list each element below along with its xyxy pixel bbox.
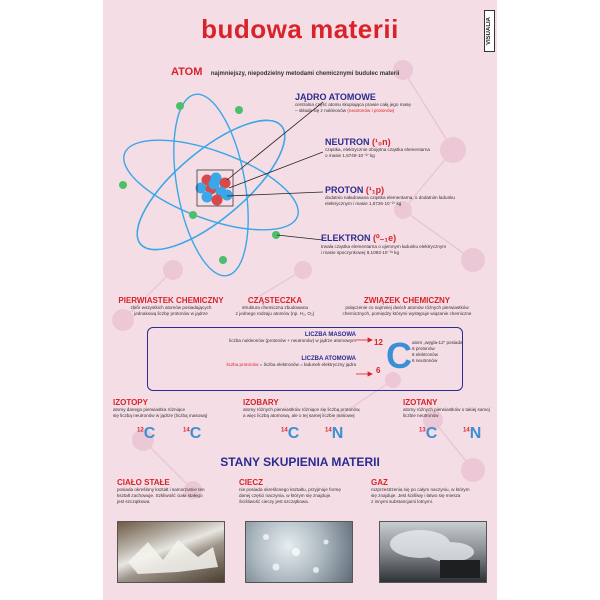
compound-block	[319, 296, 495, 317]
atomic-number-heading: LICZBA ATOMOWA	[301, 356, 356, 362]
solid-block	[117, 478, 235, 505]
gas-block	[371, 478, 495, 505]
isotopes-text-1: atomy danego pierwiastka różniące	[113, 407, 186, 412]
mass-number-value: 12	[374, 338, 383, 347]
electron-text-1: trwała cząstka elementarna o ujemnym ładunku elektrycznym	[321, 244, 447, 249]
isotones-text-1: atomy różnych pierwiastków o takiej samej	[403, 407, 490, 412]
neutron-text-1: cząstka, elektrycznie obojętna cząstka elementarna	[325, 147, 430, 152]
isobar-symbol-2: $^{14}$N	[325, 425, 344, 442]
proton-symbol: (¹₁p)	[365, 185, 385, 195]
liquid-photo	[245, 521, 353, 583]
compound-text-1: połączenie co najmniej dwóch atomów różnych pierwiastków	[345, 305, 469, 310]
mass-number-text: liczba nukleonów (protonów + neutronów) w jądrze atomowym	[229, 338, 356, 343]
proton-heading: PROTON	[325, 185, 364, 195]
molecule-text-1: struktura chemiczna zbudowana	[242, 305, 308, 310]
liquid-heading: CIECZ	[239, 478, 263, 487]
nucleus-block	[295, 92, 490, 114]
poster	[103, 0, 497, 600]
publisher-logo: VISUALIA	[484, 10, 495, 52]
molecule-heading: CZĄSTECZKA	[247, 296, 303, 305]
liquid-text-3: Ściśliwość cieczy jest szczątkowa.	[239, 499, 309, 504]
page-title: budowa materii	[201, 14, 399, 44]
electron-heading: ELEKTRON	[321, 233, 371, 243]
isobar-symbol-1: $^{14}$C	[281, 425, 300, 442]
neutron-heading: NEUTRON	[325, 137, 370, 147]
atom-diagram	[111, 80, 323, 295]
isotones-block	[403, 398, 495, 419]
carbon-description: atom „węgla-12” posiada 6 protonów 6 elektronów 6 neutronów	[412, 340, 463, 363]
isobars-block	[243, 398, 393, 419]
compound-text-2: chemicznych, pomiędzy którymi występuje wiązanie chemiczne	[342, 311, 472, 316]
gas-heading: GAZ	[371, 478, 388, 487]
solid-text-3: jest szczątkowa.	[117, 499, 151, 504]
neutron-symbol: (¹₀n)	[372, 137, 391, 147]
isotones-text-2: liczbie neutronów	[403, 413, 439, 418]
solid-text-2: kształt zachowuje. Szkliwość ciała stałego	[117, 493, 203, 498]
electron-block	[321, 233, 493, 256]
nucleus-text-1: centralna część atomu skupiająca prawie całą jego masę	[295, 102, 411, 107]
proton-text-2: elektrycznym i masie 1,6726·10⁻²⁷ kg	[325, 201, 402, 206]
proton-block	[325, 185, 495, 207]
isotope-symbol-1: $^{12}$C	[137, 425, 156, 442]
gas-text-3: z innymi substancjami lotnymi.	[371, 499, 434, 504]
electron-text-2: i masie spoczynkowej 9,1093·10⁻³¹ kg	[321, 250, 400, 255]
liquid-block	[239, 478, 363, 505]
atomic-number-value: 6	[376, 366, 381, 375]
carbon-symbol: C	[386, 335, 412, 376]
liquid-text-2: danej części naczynia, w którym się znajduje.	[239, 493, 332, 498]
proton-text-1: dodatnio naładowana cząstka elementarna, o dodatnim ładunku	[325, 195, 455, 200]
isotopes-text-2: się liczbą neutronów w jądrze (liczbą masową)	[113, 413, 208, 418]
states-heading: STANY SKUPIENIA MATERII	[220, 455, 380, 469]
atomic-numbers-box	[147, 327, 463, 391]
atom-definition	[171, 62, 491, 80]
isobars-text-1: atomy różnych pierwiastków różniące się liczbą protonów,	[243, 407, 361, 412]
isotopes-heading: IZOTOPY	[113, 398, 148, 407]
isobars-heading: IZOBARY	[243, 398, 279, 407]
liquid-text-1: nie posiada określonego kształtu, przyjmuje formę	[239, 487, 341, 492]
solid-text-1: posiada określony kształt i samorzutnie ten	[117, 487, 205, 492]
compound-heading: ZWIĄZEK CHEMICZNY	[363, 296, 451, 305]
gas-photo	[379, 521, 487, 583]
nucleus-icon	[196, 173, 233, 206]
electron-symbol: (⁰₋₁e)	[373, 233, 397, 243]
atom-text: najmniejszy, niepodzielny metodami chemicznymi budulec materii	[210, 71, 400, 77]
gas-text-1: rozprzestrzenia się po całym naczyniu, w którym	[371, 487, 470, 492]
neutron-block	[325, 137, 495, 159]
element-text-1: zbiór wszystkich atomów posiadających	[130, 305, 212, 310]
gas-text-2: się znajduje. Jest ściśliwy i łatwo się miesza	[371, 493, 461, 498]
molecule-block	[227, 296, 323, 317]
bracket-arrows	[356, 328, 376, 390]
atomic-number-text: liczba protonów = liczba elektronów = ładunek elektryczny jądra	[226, 362, 356, 367]
mass-number-heading: LICZBA MASOWA	[304, 332, 356, 338]
solid-heading: CIAŁO STAŁE	[117, 478, 170, 487]
isotone-symbol-1: $^{13}$C	[419, 425, 438, 442]
element-heading: PIERWIASTEK CHEMICZNY	[118, 296, 224, 305]
atom-heading: ATOM	[171, 66, 203, 78]
isotones-heading: IZOTANY	[403, 398, 438, 407]
element-text-2: jednakową liczbę protonów w jądrze	[134, 311, 208, 316]
molecule-text-2: z jednego rodzaju atomów (np. H₂, O₂)	[235, 311, 315, 316]
solid-photo	[117, 521, 225, 583]
nucleus-text-2: – składa się z nukleonów (neutronów i protonów)	[295, 108, 395, 113]
isotone-symbol-2: $^{14}$N	[463, 425, 482, 442]
isobars-text-2: a więc liczbą atomową, ale o tej samej liczbie masowej	[243, 413, 355, 418]
element-block	[113, 296, 229, 317]
isotopes-block	[113, 398, 233, 419]
isotope-symbol-2: $^{14}$C	[183, 425, 202, 442]
nucleus-heading: JĄDRO ATOMOWE	[295, 92, 376, 102]
neutron-text-2: o masie 1,6749·10⁻²⁷ kg	[325, 153, 375, 158]
